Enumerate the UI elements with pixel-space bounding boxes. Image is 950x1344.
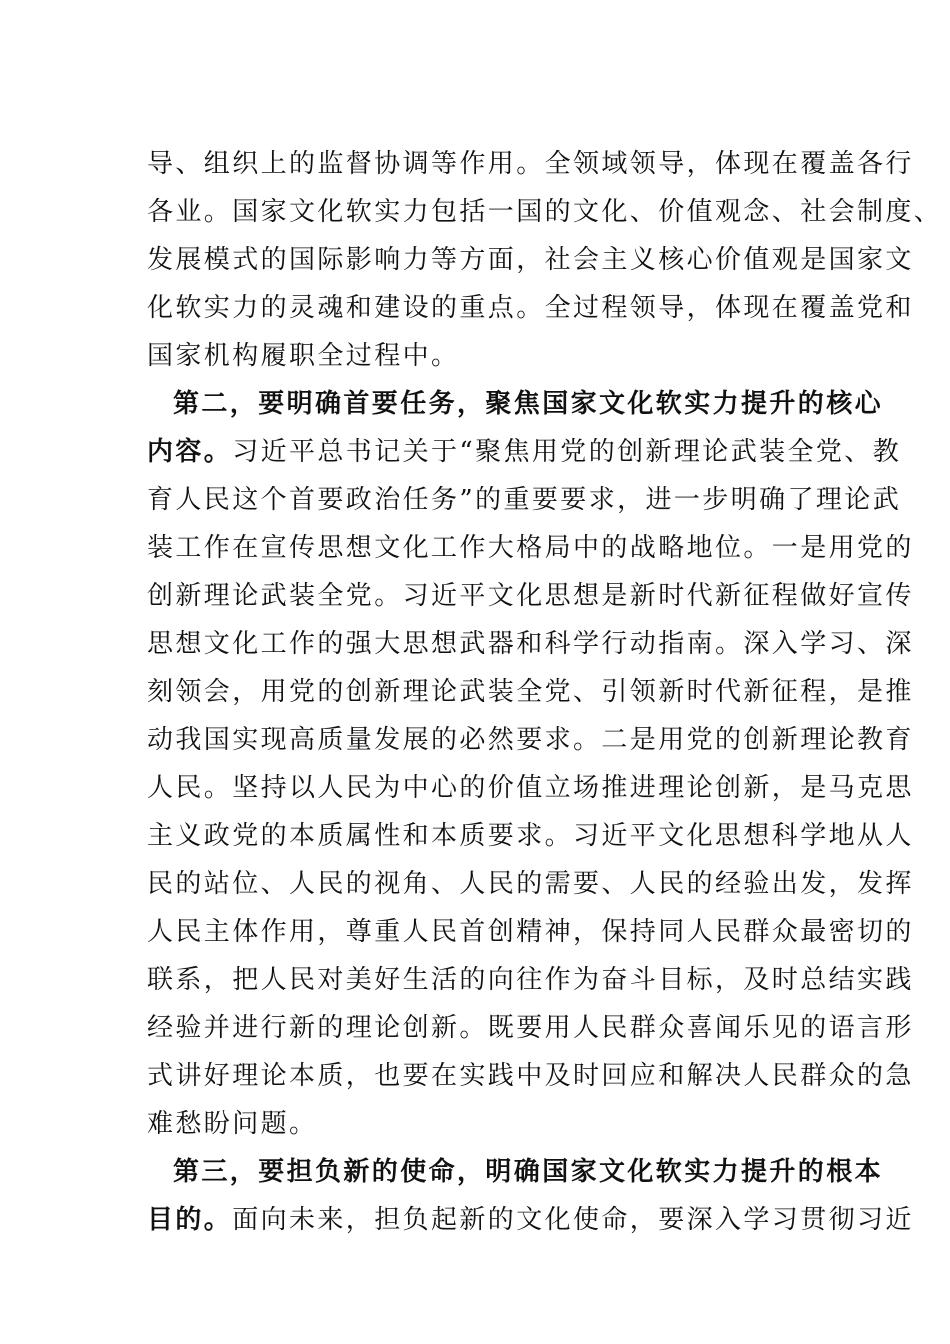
text-line — [147, 1196, 914, 1244]
text-line: 育人民这个首要政治任务”的重要要求，进一步明确了理论武 — [147, 485, 902, 515]
document-body — [147, 140, 943, 1244]
text-line: 化软实力的灵魂和建设的重点。全过程领导，体现在覆盖党和 — [147, 293, 914, 323]
text-line: 导、组织上的监督协调等作用。全领域领导，体现在覆盖各行 — [147, 149, 914, 179]
text-line: 经验并进行新的理论创新。既要用人民群众喜闻乐见的语言形 — [147, 1013, 914, 1043]
text-line: 刻领会，用党的创新理论武装全党、引领新时代新征程，是推 — [147, 677, 914, 707]
text-fragment: 面向未来，担负起新的文化使命，要深入学习贯彻习近 — [232, 1205, 914, 1235]
text-fragment: 习近平总书记关于“聚焦用党的创新理论武装全党、教 — [232, 437, 902, 467]
text-line: 各业。国家文化软实力包括一国的文化、价值观念、社会制度、 — [147, 197, 943, 227]
text-line: 动我国实现高质量发展的必然要求。二是用党的创新理论教育 — [147, 725, 914, 755]
text-line: 创新理论武装全党。习近平文化思想是新时代新征程做好宣传 — [147, 581, 914, 611]
text-line: 人民主体作用，尊重人民首创精神，保持同人民群众最密切的 — [147, 917, 914, 947]
section-heading-end: 目的。 — [147, 1205, 233, 1235]
text-line: 难愁盼问题。 — [147, 1109, 318, 1139]
section-heading-end: 内容。 — [147, 437, 233, 467]
text-line: 人民。坚持以人民为中心的价值立场推进理论创新，是马克思 — [147, 773, 914, 803]
text-line: 主义政党的本质属性和本质要求。习近平文化思想科学地从人 — [147, 821, 914, 851]
text-line — [147, 428, 902, 476]
text-line: 发展模式的国际影响力等方面，社会主义核心价值观是国家文 — [147, 245, 914, 275]
text-line: 国家机构履职全过程中。 — [147, 341, 460, 371]
section-heading: 第三，要担负新的使命，明确国家文化软实力提升的根本 — [173, 1157, 884, 1187]
text-line: 思想文化工作的强大思想武器和科学行动指南。深入学习、深 — [147, 629, 914, 659]
text-line: 装工作在宣传思想文化工作大格局中的战略地位。一是用党的 — [147, 533, 914, 563]
text-line: 民的站位、人民的视角、人民的需要、人民的经验出发，发挥 — [147, 869, 914, 899]
text-line: 式讲好理论本质，也要在实践中及时回应和解决人民群众的急 — [147, 1061, 914, 1091]
section-heading: 第二，要明确首要任务，聚焦国家文化软实力提升的核心 — [173, 389, 884, 419]
text-line: 联系，把人民对美好生活的向往作为奋斗目标，及时总结实践 — [147, 965, 914, 995]
